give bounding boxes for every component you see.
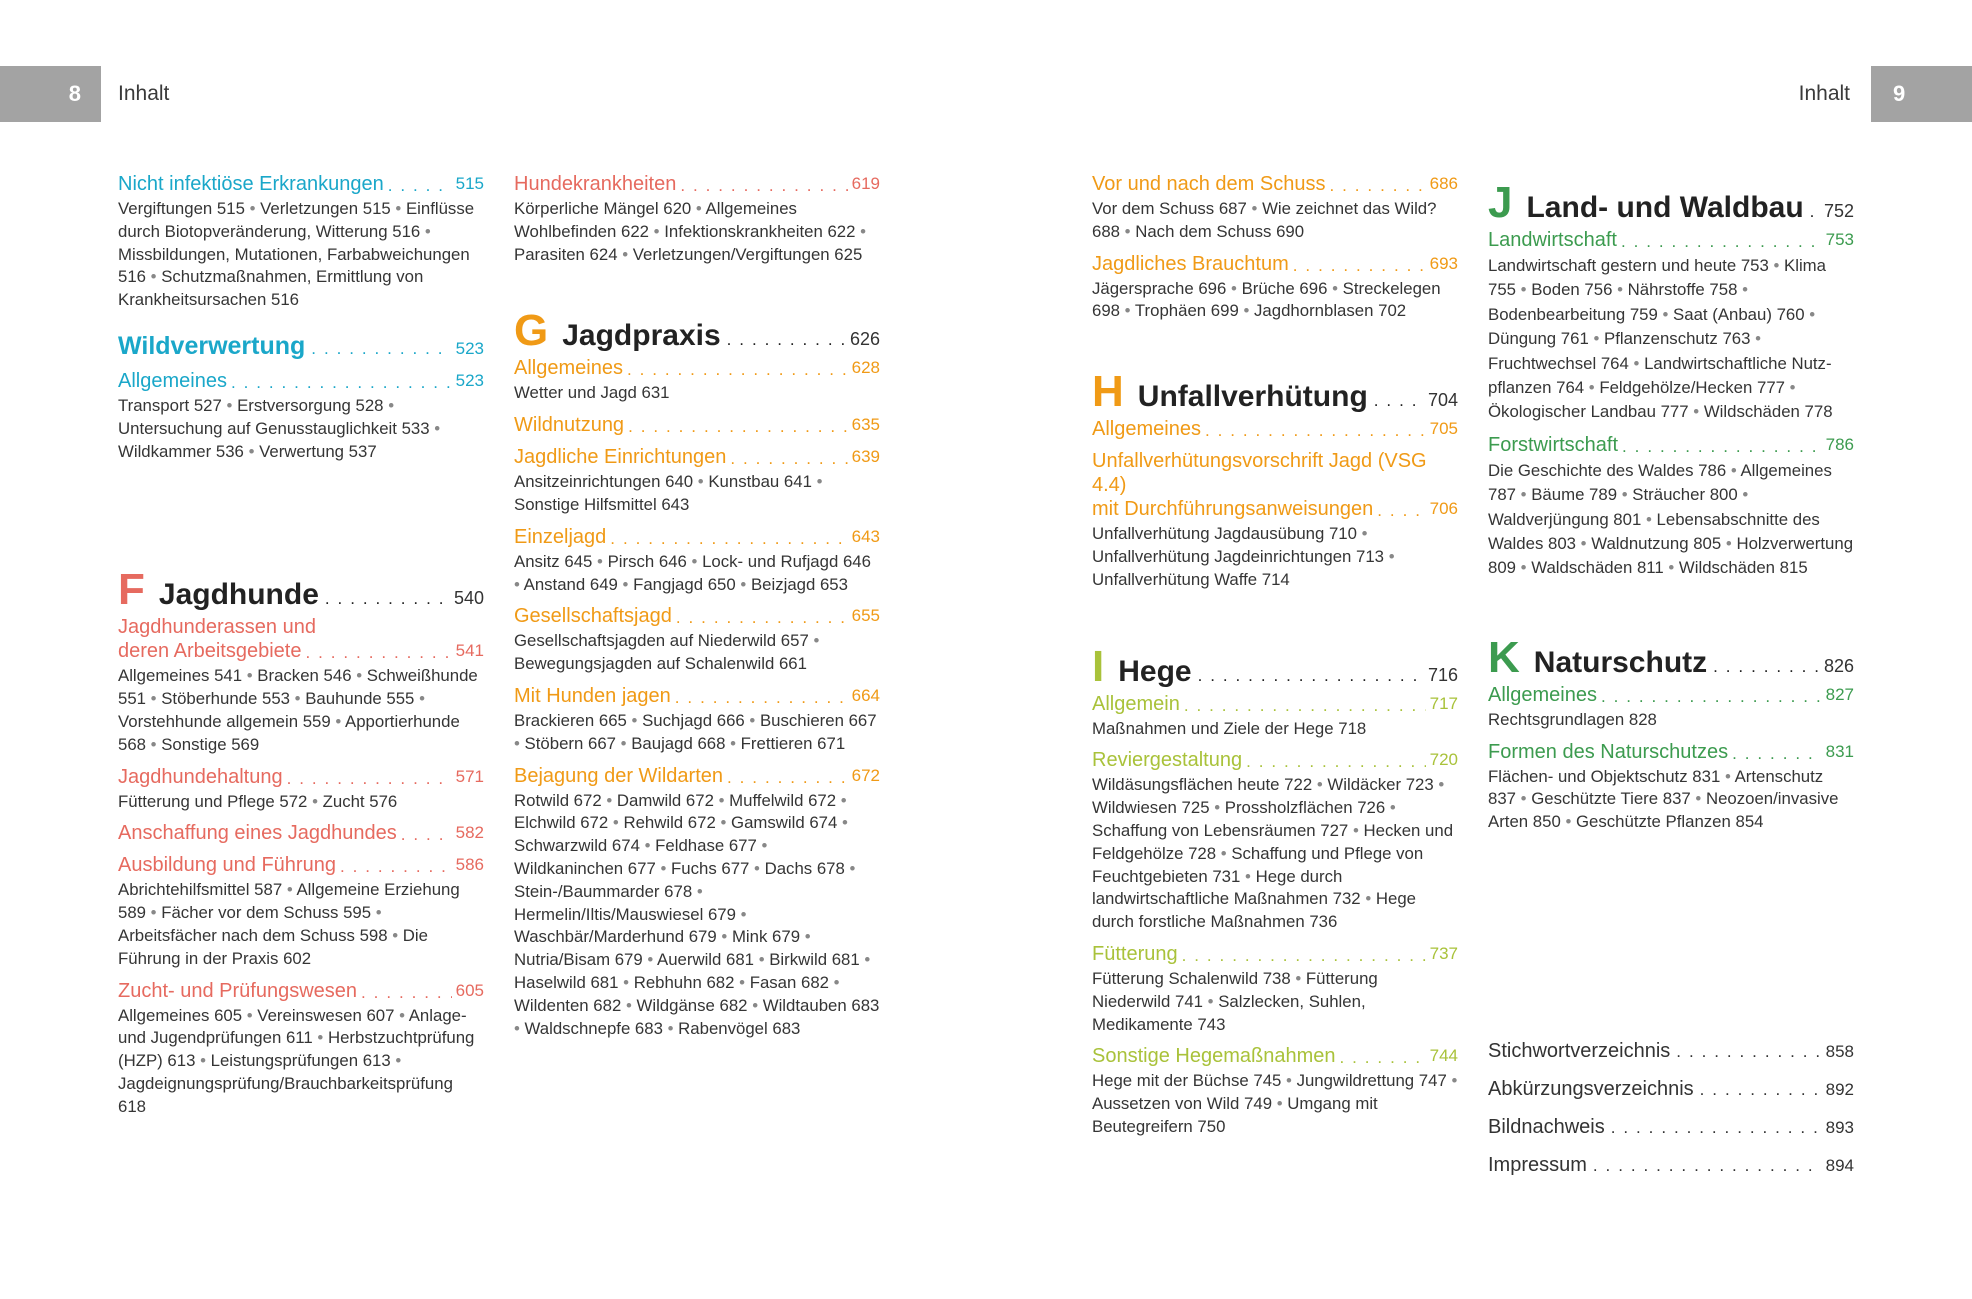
bullet-separator: • bbox=[720, 813, 727, 833]
bullet-separator: • bbox=[740, 904, 747, 924]
bullet-separator: • bbox=[1220, 843, 1227, 863]
bullet-separator: • bbox=[1286, 1071, 1292, 1091]
toc-entry[interactable] bbox=[1092, 692, 1458, 716]
entry-title: Landwirtschaft bbox=[1488, 229, 1617, 251]
bullet-separator: • bbox=[631, 710, 638, 730]
bullet-separator: • bbox=[1207, 991, 1214, 1011]
chapter-page: 626 bbox=[849, 329, 880, 350]
chapter-page: 752 bbox=[1823, 201, 1854, 221]
chapter-heading-k[interactable] bbox=[1488, 633, 1854, 683]
bullet-separator: • bbox=[1276, 1094, 1283, 1114]
bullet-separator: • bbox=[597, 551, 603, 571]
entry-body: Maßnahmen und Ziele der Hege 718 bbox=[1092, 718, 1367, 738]
bullet-separator: • bbox=[1730, 460, 1737, 480]
entry-title: Sonstige Hegemaßnahmen bbox=[1092, 1045, 1336, 1068]
page-number-left: 8 bbox=[68, 81, 81, 106]
bullet-separator: • bbox=[1695, 789, 1702, 809]
bullet-separator: • bbox=[1520, 485, 1527, 505]
entry-body: Vergiftungen 515 • Verletzungen 515 • Einflüsse durch Biotopveränderung, Witterung 516 • Missbildungen, Mutationen, Farbabweichungen 516 • Schutzmaßnahmen, Ermittlung von Krankheitsursachen 516 bbox=[118, 199, 475, 310]
toc-entry[interactable] bbox=[514, 764, 880, 788]
toc-column-3 bbox=[1092, 172, 1458, 1139]
chapter-heading-h[interactable] bbox=[1092, 367, 1458, 417]
entry-body: Landwirtschaft gestern und heute 753 • Klima 755 • Boden 756 • Nährstoffe 758 • Bodenbearbeitung 759 • Saat (Anbau) 760 • Düngung 761 • Pflanzenschutz 763 • Fruchtwechsel 764 • Landwirtschaftliche Nutzpflanzen 764 • Feldgehölze/Hecken 777 • Ökologischer Landbau 777 • Wildschäden 778 bbox=[1488, 256, 1833, 422]
bullet-separator: • bbox=[1451, 1071, 1458, 1091]
entry-page: 515 bbox=[455, 174, 484, 193]
entry-page: 786 bbox=[1825, 434, 1854, 454]
toc-entry[interactable] bbox=[118, 615, 484, 663]
bullet-separator: • bbox=[392, 925, 399, 945]
index-title: Impressum bbox=[1488, 1154, 1587, 1176]
toc-entry[interactable] bbox=[514, 413, 880, 437]
bullet-separator: • bbox=[1645, 509, 1652, 529]
toc-entry[interactable] bbox=[1092, 748, 1458, 772]
entry-title: Vor und nach dem Schuss bbox=[1092, 173, 1326, 195]
entry-page: 706 bbox=[1429, 499, 1458, 519]
bullet-separator: • bbox=[1520, 280, 1527, 300]
entry-page: 693 bbox=[1429, 253, 1458, 273]
index-page: 894 bbox=[1825, 1156, 1854, 1175]
bullet-separator: • bbox=[842, 813, 848, 833]
chapter-page: 826 bbox=[1823, 655, 1854, 676]
bullet-separator: • bbox=[696, 881, 703, 901]
bullet-separator: • bbox=[1633, 353, 1640, 373]
bullet-separator: • bbox=[754, 858, 760, 878]
bullet-separator: • bbox=[721, 927, 728, 947]
bullet-separator: • bbox=[514, 574, 520, 594]
entry-page: 619 bbox=[851, 174, 880, 193]
bullet-separator: • bbox=[1755, 329, 1762, 349]
bullet-separator: • bbox=[150, 903, 157, 923]
bullet-separator: • bbox=[150, 734, 157, 754]
bullet-separator: • bbox=[200, 1051, 206, 1071]
chapter-letter: H bbox=[1092, 367, 1124, 417]
entry-title: Formen des Naturschutzes bbox=[1488, 740, 1729, 763]
bullet-separator: • bbox=[1352, 820, 1359, 840]
entry-page: 541 bbox=[455, 641, 484, 661]
bullet-separator: • bbox=[833, 972, 840, 992]
section-heading-wildverwertung[interactable] bbox=[118, 332, 484, 361]
entry-page: 655 bbox=[851, 606, 880, 626]
bullet-separator: • bbox=[695, 199, 702, 218]
index-page: 858 bbox=[1825, 1042, 1854, 1061]
bullet-separator: • bbox=[691, 551, 698, 571]
bullet-separator: • bbox=[1693, 402, 1700, 422]
bullet-separator: • bbox=[622, 244, 629, 264]
bullet-separator: • bbox=[1565, 812, 1572, 832]
bullet-separator: • bbox=[395, 199, 402, 218]
bullet-separator: • bbox=[335, 711, 342, 731]
bullet-separator: • bbox=[761, 836, 768, 856]
bullet-separator: • bbox=[286, 880, 293, 900]
toc-entry[interactable] bbox=[514, 525, 880, 549]
bullet-separator: • bbox=[246, 1005, 253, 1025]
entry-body: Allgemeines 605 • Vereinswesen 607 • Anlage- und Jugendprüfungen 611 • Herbstzuchtprüfung (HZP) 613 • Leistungsprüfungen 613 • Jagdeignungsprüfung/Brauchbarkeitsprüfung 618 bbox=[118, 1005, 475, 1116]
entry-title-line2: deren Arbeitsgebiete bbox=[118, 640, 302, 663]
entry-body: Transport 527 • Erstversorgung 528 • Untersuchung auf Genusstauglichkeit 533 • Wildkammer 536 • Verwertung 537 bbox=[118, 395, 441, 461]
entry-page: 753 bbox=[1825, 230, 1854, 249]
toc-entry[interactable] bbox=[1488, 433, 1854, 457]
entry-page: 737 bbox=[1429, 943, 1458, 963]
entry-body: Abrichtehilfsmittel 587 • Allgemeine Erziehung 589 • Fächer vor dem Schuss 595 • Arbeitsfächer nach dem Schuss 598 • Die Führung in der Praxis 602 bbox=[118, 880, 460, 968]
bullet-separator: • bbox=[860, 221, 867, 241]
toc-entry[interactable] bbox=[1092, 942, 1458, 966]
chapter-letter: I bbox=[1092, 641, 1105, 691]
chapter-heading-g[interactable] bbox=[514, 306, 880, 356]
entry-title: Allgemeines bbox=[118, 369, 227, 392]
entry-page: 571 bbox=[455, 766, 484, 786]
chapter-letter: K bbox=[1488, 632, 1520, 682]
bullet-separator: • bbox=[1295, 968, 1302, 988]
bullet-separator: • bbox=[653, 221, 660, 241]
bullet-separator: • bbox=[1809, 304, 1816, 324]
entry-body: Flächen- und Objektschutz 831 • Artenschutz 837 • Geschützte Tiere 837 • Neozoen/invasive Arten 850 • Geschützte Pflanzen 854 bbox=[1488, 766, 1839, 832]
bullet-separator: • bbox=[730, 733, 737, 753]
bullet-separator: • bbox=[1316, 775, 1323, 795]
bullet-separator: • bbox=[1438, 775, 1445, 795]
bullet-separator: • bbox=[849, 858, 856, 878]
bullet-separator: • bbox=[718, 790, 725, 810]
toc-entry[interactable] bbox=[118, 853, 484, 877]
page-number-right: 9 bbox=[1893, 81, 1906, 106]
chapter-title: Land- und Waldbau bbox=[1526, 191, 1804, 224]
bullet-separator: • bbox=[612, 813, 619, 833]
bullet-separator: • bbox=[622, 574, 629, 594]
section-title: Wildverwertung bbox=[118, 331, 306, 360]
entry-body: Gesellschaftsjagden auf Niederwild 657 • Bewegungsjagden auf Schalenwild 661 bbox=[514, 631, 820, 674]
chapter-page: 540 bbox=[453, 588, 484, 609]
toc-entry[interactable] bbox=[514, 445, 880, 469]
bullet-separator: • bbox=[246, 666, 253, 686]
toc-entry[interactable] bbox=[514, 684, 880, 708]
bullet-separator: • bbox=[1520, 558, 1527, 578]
toc-entry[interactable] bbox=[118, 821, 484, 845]
bullet-separator: • bbox=[1388, 546, 1395, 566]
bullet-separator: • bbox=[804, 927, 811, 947]
index-title: Stichwortverzeichnis bbox=[1488, 1040, 1671, 1062]
bullet-separator: • bbox=[644, 836, 651, 856]
bullet-separator: • bbox=[249, 199, 256, 218]
entry-page: 672 bbox=[851, 765, 880, 785]
bullet-separator: • bbox=[758, 950, 765, 970]
bullet-separator: • bbox=[150, 267, 157, 287]
bullet-separator: • bbox=[1361, 524, 1368, 544]
bullet-separator: • bbox=[1621, 485, 1628, 505]
bullet-separator: • bbox=[434, 418, 441, 438]
bullet-separator: • bbox=[1588, 378, 1595, 398]
entry-body: Wetter und Jagd 631 bbox=[514, 383, 670, 403]
toc-entry[interactable] bbox=[514, 356, 880, 380]
bullet-separator: • bbox=[625, 995, 632, 1015]
entry-body: Wildäsungsflächen heute 722 • Wildäcker 723 • Wildwiesen 725 • Prossholzflächen 726 • Schaffung von Lebensräumen 727 • Hecken und Feldgehölze 728 • Schaffung und Pflege von Feuchtgebieten 731 • Hege durch landwirtschaftliche Maßnahmen 732 • Hege durch forstliche Maßnahmen 736 bbox=[1092, 775, 1454, 932]
bullet-separator: • bbox=[1617, 280, 1623, 300]
entry-title: Gesellschaftsjagd bbox=[514, 605, 672, 628]
toc-entry[interactable] bbox=[1092, 417, 1458, 441]
toc-entry[interactable] bbox=[118, 979, 484, 1003]
entry-title: Anschaffung eines Jagdhundes bbox=[118, 822, 397, 845]
entry-body: Brackieren 665 • Suchjagd 666 • Buschieren 667 • Stöbern 667 • Baujagd 668 • Frettieren 671 bbox=[514, 710, 877, 753]
toc-entry[interactable] bbox=[1488, 228, 1854, 252]
entry-title: Nicht infektiöse Erkrankungen bbox=[118, 173, 384, 195]
entry-body: Unfallverhütung Jagdausübung 710 • Unfallverhütung Jagdeinrichtungen 713 • Unfallverhütung Waffe 714 bbox=[1092, 524, 1395, 589]
toc-entry[interactable] bbox=[118, 369, 484, 393]
index-list bbox=[1488, 1040, 1854, 1192]
bullet-separator: • bbox=[395, 1051, 402, 1071]
index-entry-bildnachweis[interactable] bbox=[1488, 1116, 1854, 1154]
entry-body: Jägersprache 696 • Brüche 696 • Streckelegen 698 • Trophäen 699 • Jagdhornblasen 702 bbox=[1092, 278, 1441, 321]
bullet-separator: • bbox=[1520, 789, 1527, 809]
bullet-separator: • bbox=[1251, 199, 1258, 218]
entry-title: Hundekrankheiten bbox=[514, 173, 677, 195]
entry-page: 628 bbox=[851, 358, 880, 378]
entry-page: 586 bbox=[455, 855, 484, 875]
bullet-separator: • bbox=[1725, 534, 1732, 554]
entry-body: Allgemeines 541 • Bracken 546 • Schweißhunde 551 • Stöberhunde 553 • Bauhunde 555 • Vorstehhunde allgemein 559 • Apportierhunde 568 • Sonstige 569 bbox=[118, 666, 478, 754]
chapter-title: Jagdpraxis bbox=[562, 319, 721, 353]
toc-entry[interactable] bbox=[514, 172, 880, 196]
entry-page: 705 bbox=[1429, 419, 1458, 439]
index-title: Abkürzungsverzeichnis bbox=[1488, 1078, 1694, 1100]
entry-page: 639 bbox=[851, 447, 880, 467]
toc-column-1 bbox=[118, 172, 484, 1119]
bullet-separator: • bbox=[1389, 798, 1396, 818]
entry-title-line2: mit Durchführungsanweisungen bbox=[1092, 498, 1374, 521]
toc-entry[interactable] bbox=[1488, 683, 1854, 707]
bullet-separator: • bbox=[667, 1018, 674, 1038]
bullet-separator: • bbox=[150, 689, 157, 709]
bullet-separator: • bbox=[356, 666, 363, 686]
bullet-separator: • bbox=[606, 790, 613, 810]
chapter-letter: J bbox=[1488, 178, 1513, 227]
entry-page: 605 bbox=[455, 980, 484, 1000]
bullet-separator: • bbox=[419, 689, 425, 709]
bullet-separator: • bbox=[1365, 889, 1372, 909]
bullet-separator: • bbox=[1773, 256, 1780, 275]
entry-body: Fütterung Schalenwild 738 • Fütterung Niederwild 741 • Salzlecken, Suhlen, Medikamente 743 bbox=[1092, 968, 1378, 1034]
chapter-heading-i[interactable] bbox=[1092, 642, 1458, 692]
toc-entry[interactable] bbox=[1092, 172, 1458, 196]
entry-title: Zucht- und Prüfungswesen bbox=[118, 979, 358, 1002]
bullet-separator: • bbox=[388, 395, 395, 415]
chapter-letter: F bbox=[118, 565, 145, 615]
bullet-separator: • bbox=[1580, 534, 1587, 554]
bullet-separator: • bbox=[840, 790, 847, 810]
entry-page: 744 bbox=[1429, 1046, 1458, 1066]
toc-column-2 bbox=[514, 172, 880, 1040]
entry-page: 643 bbox=[851, 526, 880, 546]
chapter-heading-j[interactable] bbox=[1488, 178, 1854, 228]
bullet-separator: • bbox=[1245, 866, 1251, 886]
bullet-separator: • bbox=[399, 1005, 405, 1025]
bullet-separator: • bbox=[1124, 221, 1131, 241]
entry-page: 582 bbox=[455, 823, 484, 843]
toc-entry[interactable] bbox=[1488, 740, 1854, 764]
bullet-separator: • bbox=[740, 574, 747, 594]
bullet-separator: • bbox=[317, 1028, 324, 1048]
chapter-heading-f[interactable] bbox=[118, 565, 484, 615]
entry-body: Rechtsgrundlagen 828 bbox=[1488, 709, 1657, 729]
bullet-separator: • bbox=[294, 689, 301, 709]
bullet-separator: • bbox=[226, 395, 233, 415]
entry-page: 635 bbox=[851, 415, 880, 435]
bullet-separator: • bbox=[752, 995, 759, 1015]
bullet-separator: • bbox=[623, 972, 630, 992]
bullet-separator: • bbox=[697, 472, 704, 492]
bullet-separator: • bbox=[424, 221, 431, 241]
entry-page: 827 bbox=[1825, 684, 1854, 704]
bullet-separator: • bbox=[1332, 278, 1338, 298]
bullet-separator: • bbox=[514, 733, 520, 753]
entry-body: Körperliche Mängel 620 • Allgemeines Wohlbefinden 622 • Infektionskrankheiten 622 • Parasiten 624 • Verletzungen/Vergiftungen 625 bbox=[514, 199, 867, 264]
bullet-separator: • bbox=[1662, 304, 1669, 324]
entry-body: Ansitzeinrichtungen 640 • Kunstbau 641 • Sonstige Hilfsmittel 643 bbox=[514, 472, 823, 514]
index-title: Bildnachweis bbox=[1488, 1116, 1605, 1138]
index-entry-impressum[interactable] bbox=[1488, 1154, 1854, 1192]
bullet-separator: • bbox=[514, 1018, 520, 1038]
bullet-separator: • bbox=[864, 950, 871, 970]
entry-page: 831 bbox=[1825, 741, 1854, 761]
running-title-right: Inhalt bbox=[1798, 82, 1850, 105]
bullet-separator: • bbox=[1668, 558, 1675, 578]
entry-title: Forstwirtschaft bbox=[1488, 433, 1619, 456]
toc-entry[interactable] bbox=[118, 765, 484, 789]
entry-body: Vor dem Schuss 687 • Wie zeichnet das Wild? 688 • Nach dem Schuss 690 bbox=[1092, 199, 1437, 241]
entry-body: Die Geschichte des Waldes 786 • Allgemeines 787 • Bäume 789 • Sträucher 800 • Waldverjüngung 801 • Lebensabschnitte des Waldes 803 • Waldnutzung 805 • Holzverwertung 809 • Waldschäden 811 • Wildschäden 815 bbox=[1488, 460, 1854, 578]
entry-title: Allgemein bbox=[1092, 692, 1180, 715]
index-page: 892 bbox=[1825, 1080, 1854, 1099]
entry-title: Jagdliches Brauchtum bbox=[1092, 252, 1289, 275]
chapter-title: Unfallverhütung bbox=[1137, 380, 1368, 414]
entry-page: 717 bbox=[1429, 693, 1458, 713]
entry-page: 523 bbox=[455, 370, 484, 390]
entry-page: 686 bbox=[1429, 174, 1458, 193]
toc-column-4 bbox=[1488, 178, 1854, 834]
chapter-page: 716 bbox=[1427, 664, 1458, 685]
entry-title: Allgemeines bbox=[1488, 683, 1597, 706]
page-number-left-tab bbox=[0, 66, 101, 122]
entry-title: Jagdliche Einrichtungen bbox=[514, 446, 727, 469]
bullet-separator: • bbox=[375, 903, 382, 923]
chapter-letter: G bbox=[514, 306, 549, 356]
bullet-separator: • bbox=[1789, 378, 1796, 398]
bullet-separator: • bbox=[1231, 278, 1237, 298]
bullet-separator: • bbox=[1124, 301, 1131, 321]
bullet-separator: • bbox=[660, 858, 667, 878]
entry-title: Allgemeines bbox=[1092, 418, 1201, 441]
toc-entry[interactable] bbox=[514, 604, 880, 628]
section-page: 523 bbox=[455, 338, 484, 358]
index-entry-abkuerzungsverzeichnis[interactable] bbox=[1488, 1078, 1854, 1116]
bullet-separator: • bbox=[647, 950, 654, 970]
chapter-title: Jagdhunde bbox=[158, 578, 319, 612]
toc-entry[interactable] bbox=[1092, 252, 1458, 276]
entry-body: Rotwild 672 • Damwild 672 • Muffelwild 672 • Elchwild 672 • Rehwild 672 • Gamswild 674 • Schwarzwild 674 • Feldhase 677 • Wildkaninchen 677 • Fuchs 677 • Dachs 678 • Stein-/Baummarder 678 • Hermelin/Iltis/Mauswiesel 679 • Waschbär/Marderhund 679 • Mink 679 • Nutria/Bisam 679 • Auerwild 681 • Birkwild 681 • Haselwild 681 • Rebhuhn 682 • Fasan 682 • Wildenten 682 • Wildgänse 682 • Wildtauben 683 • Waldschnepfe 683 • Rabenvögel 683 bbox=[514, 790, 880, 1038]
entry-title: Ausbildung und Führung bbox=[118, 854, 336, 877]
bullet-separator: • bbox=[312, 791, 318, 811]
bullet-separator: • bbox=[1742, 280, 1748, 300]
bullet-separator: • bbox=[816, 472, 823, 492]
entry-page: 720 bbox=[1429, 750, 1458, 770]
toc-entry[interactable] bbox=[1092, 449, 1458, 521]
entry-title: Jagdhunderassen und bbox=[118, 616, 316, 639]
entry-title: Jagdhundehaltung bbox=[118, 765, 283, 788]
entry-title: Allgemeines bbox=[514, 357, 623, 380]
chapter-title: Naturschutz bbox=[1533, 645, 1708, 679]
index-page: 893 bbox=[1825, 1118, 1854, 1137]
running-title-left: Inhalt bbox=[118, 82, 170, 105]
bullet-separator: • bbox=[1724, 766, 1731, 786]
index-entry-stichwortverzeichnis[interactable] bbox=[1488, 1040, 1854, 1078]
chapter-title: Hege bbox=[1118, 654, 1192, 688]
bullet-separator: • bbox=[1214, 798, 1221, 818]
entry-title: Mit Hunden jagen bbox=[514, 684, 671, 707]
bullet-separator: • bbox=[1742, 485, 1749, 505]
chapter-page: 704 bbox=[1427, 390, 1458, 411]
bullet-separator: • bbox=[1593, 329, 1600, 349]
bullet-separator: • bbox=[739, 972, 746, 992]
page-number-right-tab bbox=[1871, 66, 1972, 122]
entry-title: Reviergestaltung bbox=[1092, 749, 1243, 772]
toc-entry[interactable] bbox=[118, 172, 484, 196]
bullet-separator: • bbox=[620, 733, 627, 753]
entry-title: Fütterung bbox=[1092, 942, 1178, 965]
entry-body: Ansitz 645 • Pirsch 646 • Lock- und Rufjagd 646 • Anstand 649 • Fangjagd 650 • Beizjagd 653 bbox=[514, 551, 871, 594]
entry-body: Hege mit der Büchse 745 • Jungwildrettung 747 • Aussetzen von Wild 749 • Umgang mit Beutegreifern 750 bbox=[1092, 1071, 1458, 1136]
bullet-separator: • bbox=[813, 631, 820, 651]
entry-title: Wildnutzung bbox=[514, 414, 625, 437]
bullet-separator: • bbox=[248, 441, 255, 461]
bullet-separator: • bbox=[1243, 301, 1250, 321]
entry-title: Bejagung der Wildarten bbox=[514, 764, 724, 787]
entry-title: Unfallverhütungsvorschrift Jagd (VSG 4.4) bbox=[1092, 450, 1427, 497]
entry-title: Einzeljagd bbox=[514, 525, 607, 548]
entry-page: 664 bbox=[851, 685, 880, 705]
toc-entry[interactable] bbox=[1092, 1044, 1458, 1068]
bullet-separator: • bbox=[749, 710, 756, 730]
entry-body: Fütterung und Pflege 572 • Zucht 576 bbox=[118, 791, 398, 811]
